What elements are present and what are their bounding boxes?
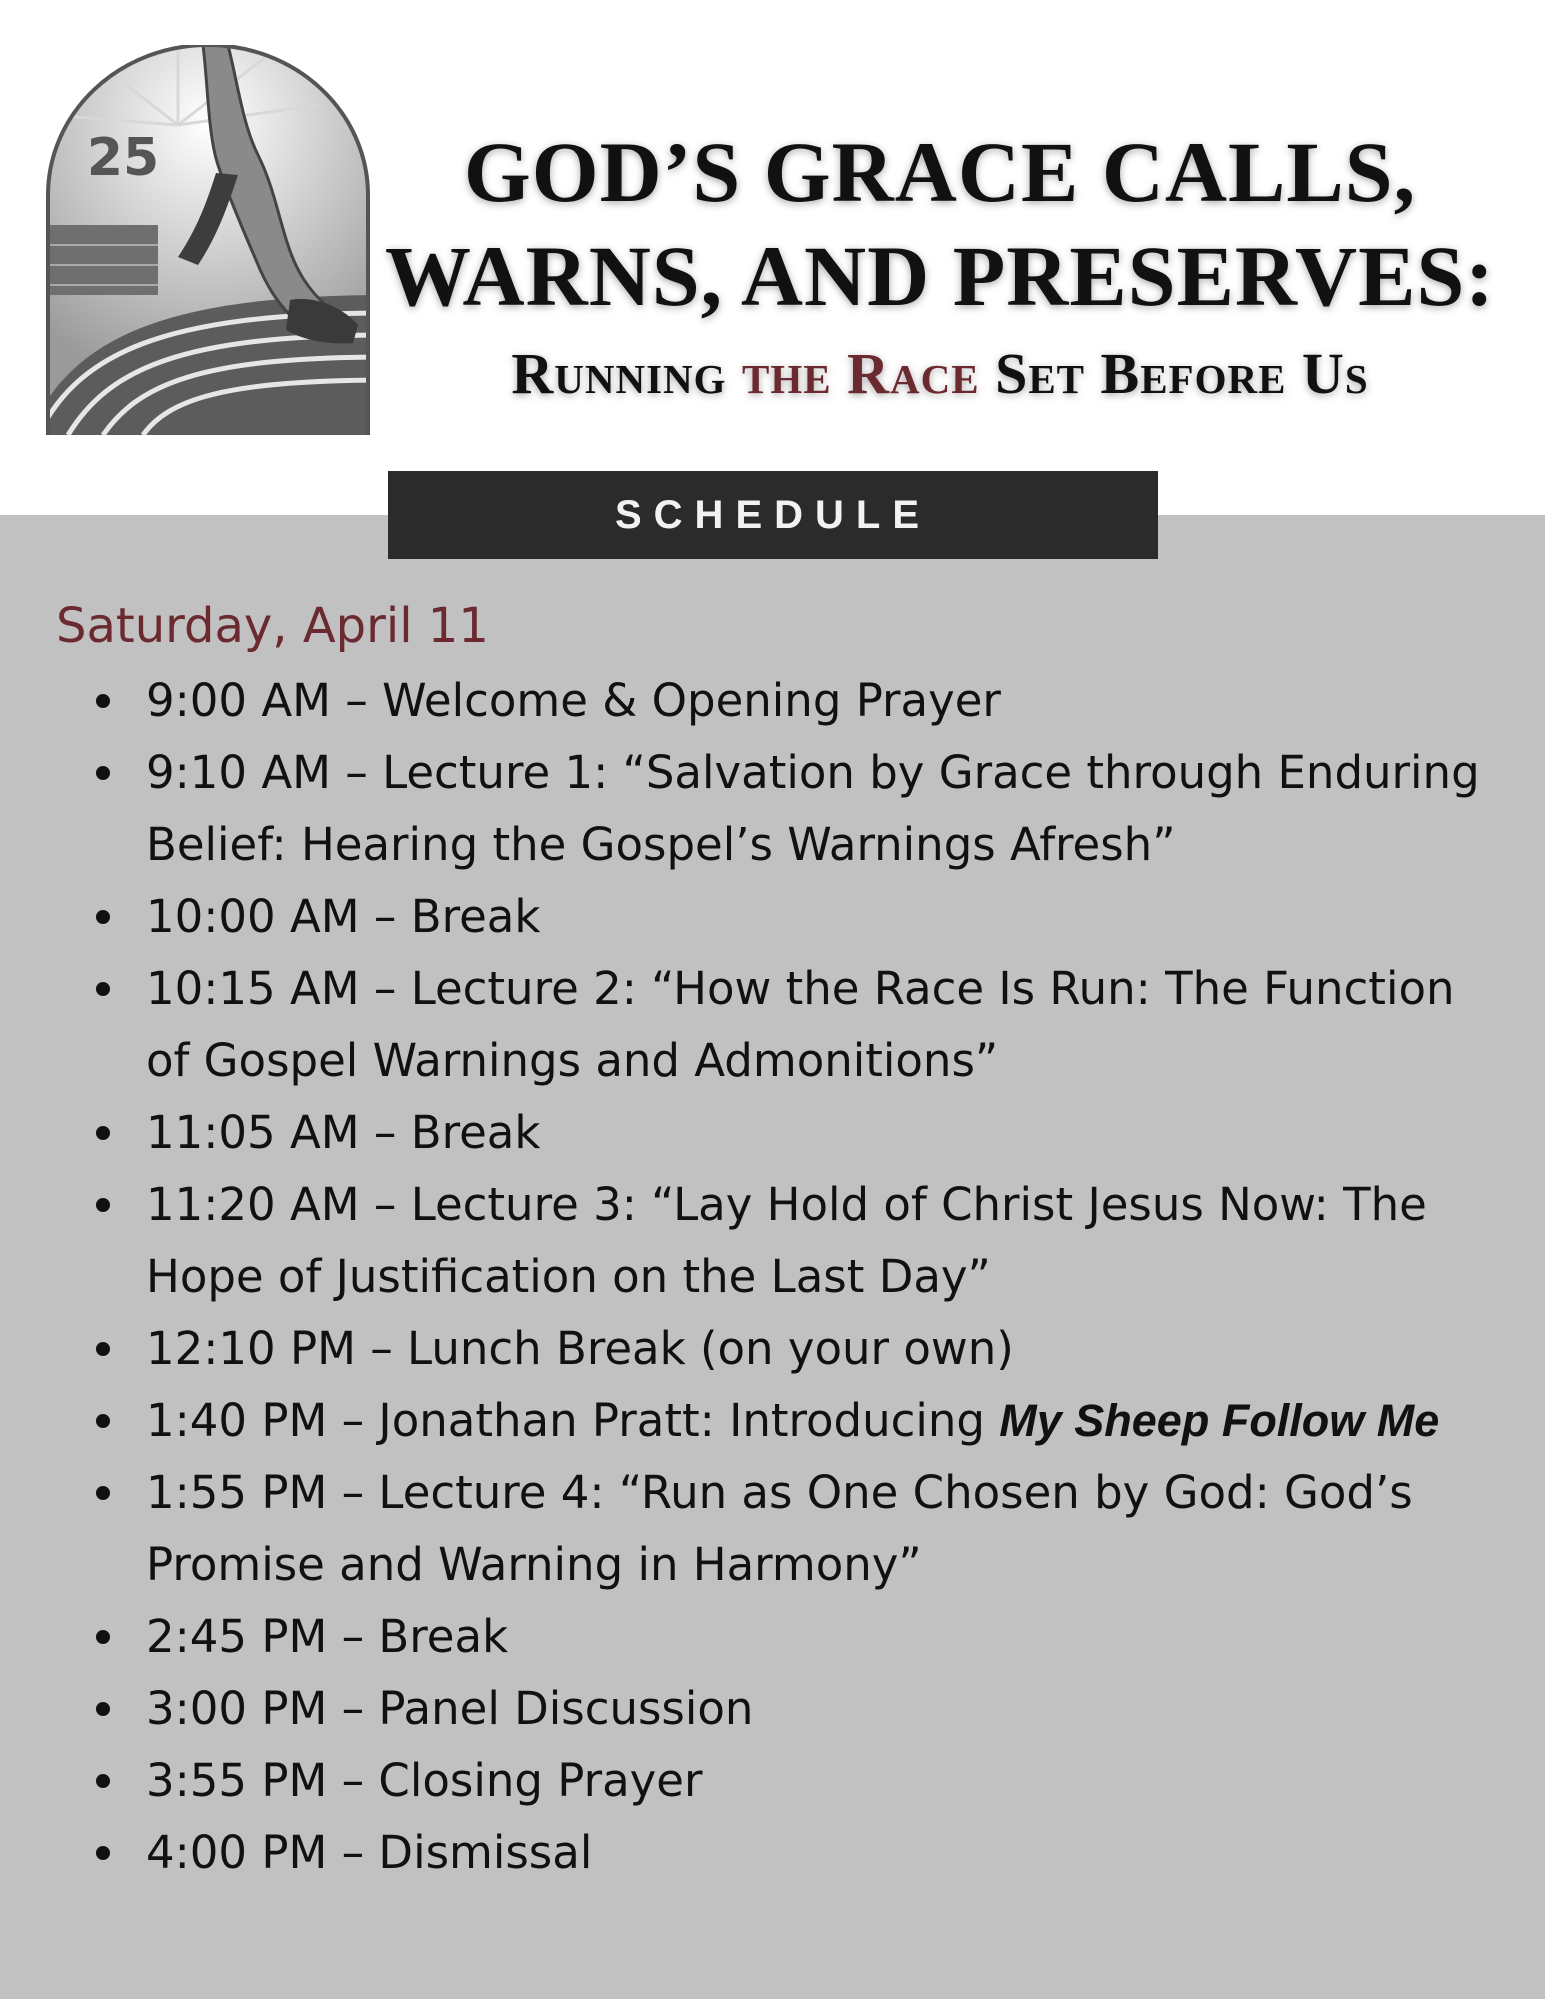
bullet-icon: [96, 982, 110, 996]
bullet-icon: [96, 1486, 110, 1500]
agenda-item: [88, 881, 1508, 953]
bullet-icon: [96, 1198, 110, 1212]
bullet-icon: [96, 910, 110, 924]
agenda-item-text: 11:05 AM – Break: [146, 1106, 541, 1159]
subtitle-part-1: Running: [511, 341, 743, 406]
agenda-item-text: 3:55 PM – Closing Prayer: [146, 1754, 703, 1807]
agenda-item-text: 1:40 PM – Jonathan Pratt: Introducing: [146, 1394, 1000, 1447]
agenda-item: [88, 1097, 1508, 1169]
logo-number: 25: [86, 128, 160, 188]
agenda-list: [88, 665, 1508, 1889]
agenda-item-text: 11:20 AM – Lecture 3: “Lay Hold of Christ Jesus Now: The Hope of Justification on the Last Day”: [146, 1178, 1427, 1303]
title-block: [360, 120, 1520, 414]
agenda-item-text: 9:00 AM – Welcome & Opening Prayer: [146, 674, 1001, 727]
agenda-item: [88, 1673, 1508, 1745]
bullet-icon: [96, 1846, 110, 1860]
title-line-1: GOD’S GRACE CALLS,: [463, 124, 1417, 220]
schedule-label-bar: [388, 471, 1158, 559]
bullet-icon: [96, 1702, 110, 1716]
agenda-item-text: 1:55 PM – Lecture 4: “Run as One Chosen by God: God’s Promise and Warning in Harmony”: [146, 1466, 1413, 1591]
agenda-item: [88, 1385, 1508, 1457]
agenda-item: [88, 737, 1508, 881]
agenda-item: [88, 1745, 1508, 1817]
agenda-item-text: 12:10 PM – Lunch Break (on your own): [146, 1322, 1014, 1375]
subtitle-accent: the Race: [742, 341, 980, 406]
runner-track-logo: [28, 45, 388, 435]
agenda-item-text: 3:00 PM – Panel Discussion: [146, 1682, 754, 1735]
agenda-item-text: 9:10 AM – Lecture 1: “Salvation by Grace through Enduring Belief: Hearing the Gospel’s Warnings Afresh”: [146, 746, 1480, 871]
agenda-item-text: 10:00 AM – Break: [146, 890, 541, 943]
bullet-icon: [96, 1126, 110, 1140]
agenda-item: [88, 953, 1508, 1097]
bullet-icon: [96, 766, 110, 780]
schedule-label: SCHEDULE: [614, 492, 932, 537]
agenda-item: [88, 1457, 1508, 1601]
agenda-item: [88, 665, 1508, 737]
book-title: My Sheep Follow Me: [999, 1395, 1440, 1446]
bullet-icon: [96, 1774, 110, 1788]
day-heading: Saturday, April 11: [56, 598, 489, 654]
bullet-icon: [96, 1342, 110, 1356]
agenda-item: [88, 1601, 1508, 1673]
title-line-2: WARNS, AND PRESERVES:: [385, 228, 1495, 324]
agenda-item-text: 2:45 PM – Break: [146, 1610, 509, 1663]
subtitle-part-2: Set Before Us: [979, 341, 1369, 406]
agenda-item: [88, 1169, 1508, 1313]
agenda-item-text: 4:00 PM – Dismissal: [146, 1826, 593, 1879]
bullet-icon: [96, 1414, 110, 1428]
subtitle: [360, 334, 1520, 414]
bullet-icon: [96, 694, 110, 708]
bullet-icon: [96, 1630, 110, 1644]
agenda-item: [88, 1313, 1508, 1385]
agenda-item: [88, 1817, 1508, 1889]
agenda-item-text: 10:15 AM – Lecture 2: “How the Race Is Run: The Function of Gospel Warnings and Admonitions”: [146, 962, 1455, 1087]
